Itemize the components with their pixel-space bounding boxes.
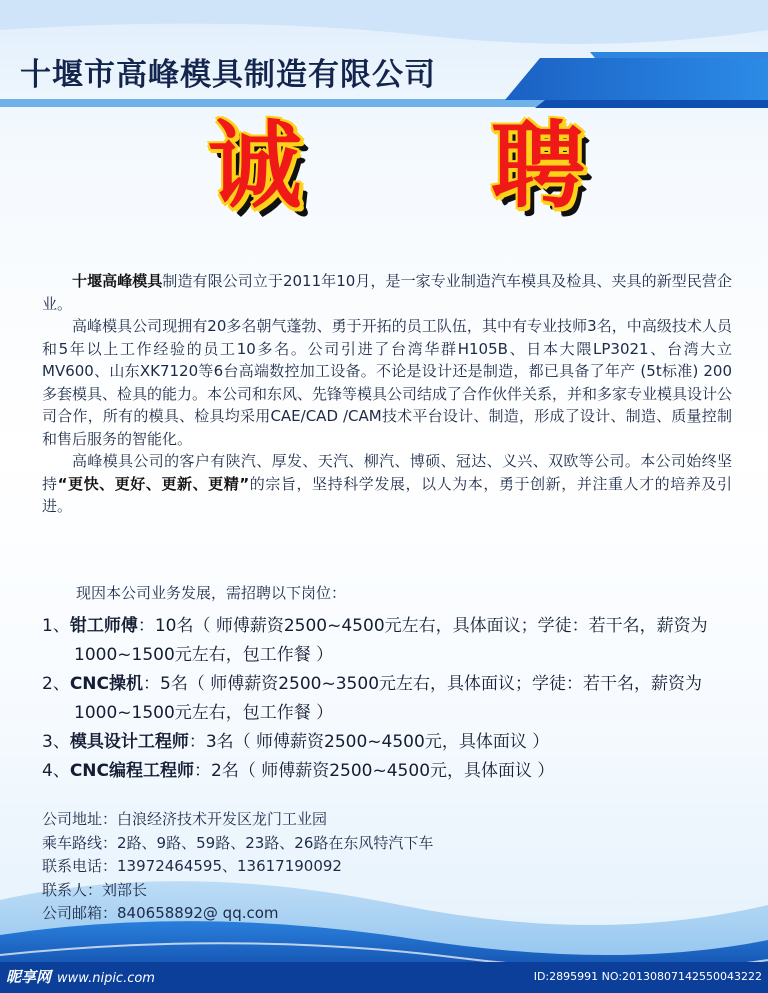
watermark-id: ID:2895991 NO:20130807142550043222	[533, 970, 762, 983]
position-detail: ：2名（ 师傅薪资2500~4500元，具体面议 ）	[194, 761, 555, 781]
contact-info	[42, 808, 433, 926]
position-item	[42, 670, 742, 728]
intro-p3-text-a: 高峰模具公司的客户有陕汽、厚发、天汽、柳汽、博硕、冠达、义兴、双欧等公司。本公司始终坚持	[42, 452, 732, 493]
contact-route	[42, 832, 433, 856]
position-detail: ：3名（ 师傅薪资2500~4500元，具体面议 ）	[188, 732, 550, 752]
intro-company-short-name: 十堰高峰模具	[72, 272, 163, 290]
position-title: 钳工师傅	[69, 616, 138, 636]
position-detail: ：5名（ 师傅薪资2500~3500元左右，具体面议；学徒：若干名，薪资为1000~1500元左右，包工作餐 ）	[74, 674, 703, 723]
position-title: CNC编程工程师	[69, 761, 195, 781]
position-item	[42, 728, 742, 757]
intro-paragraph-1	[42, 270, 732, 315]
contact-phone	[42, 855, 433, 879]
watermark-url: www.nipic.com	[57, 971, 155, 986]
contact-email-label: 公司邮箱：	[42, 904, 118, 922]
position-number: 3、	[42, 732, 70, 752]
contact-email-value: 840658892@ qq.com	[117, 904, 279, 922]
watermark-brand-name: 昵享网	[6, 968, 52, 986]
position-detail: ：10名（ 师傅薪资2500~4500元左右，具体面议；学徒：若干名，薪资为1000~1500元左右，包工作餐 ）	[74, 616, 708, 665]
contact-person-label: 联系人：	[42, 880, 103, 899]
intro-paragraph-2: 高峰模具公司现拥有20多名朝气蓬勃、勇于开拓的员工队伍，其中有专业技师3名，中高级技术人员和5年以上工作经验的员工10多名。公司引进了台湾华群H105B、日本大隈LP3021、台湾大立MV600、山东XK7120等6台高端数控加工设备。不论是设计还是制造，都已具备了年产 (5t标准) 200多套模具、检具的能力。本公司和东风、先锋等模具公司结成了合作伙伴关系，并和多家专业模具设计公司合作，所有的模具、检具均采用CAE/CAD /CAM技术平台设计、制造，形成了设计、制造、质量控制和售后服务的智能化。	[42, 317, 733, 448]
position-title: 模具设计工程师	[69, 732, 189, 752]
intro-paragraph-3	[42, 450, 732, 518]
company-name: 十堰市高峰模具制造有限公司	[20, 57, 436, 93]
hiring-title: 诚 聘	[208, 112, 663, 221]
company-introduction	[42, 270, 732, 518]
contact-email	[42, 902, 433, 926]
positions-lead: 现因本公司业务发展，需招聘以下岗位：	[76, 584, 347, 602]
intro-p1-text: 制造有限公司立于2011年10月，是一家专业制造汽车模具及检具、夹具的新型民营企业。	[42, 272, 732, 313]
positions-list	[42, 612, 742, 786]
contact-address-label: 公司地址：	[42, 810, 118, 828]
position-item	[42, 757, 742, 786]
contact-address	[42, 808, 433, 832]
contact-route-value: 2路、9路、59路、23路、26路在东风特汽下车	[117, 833, 434, 852]
contact-person-value: 刘部长	[102, 880, 148, 899]
position-number: 1、	[42, 616, 70, 636]
intro-slogan: “更快、更好、更新、更精”	[57, 474, 250, 493]
contact-phone-value: 13972464595、13617190092	[117, 857, 342, 875]
position-number: 4、	[42, 761, 70, 781]
intro-p3-text-b: 的宗旨，坚持科学发展，以人为本，勇于创新，并注重人才的培养及引进。	[42, 474, 732, 515]
position-number: 2、	[42, 674, 70, 694]
position-item	[42, 612, 742, 670]
contact-route-label: 乘车路线：	[42, 833, 118, 852]
position-title: CNC操机	[69, 674, 144, 694]
contact-phone-label: 联系电话：	[42, 857, 118, 875]
contact-address-value: 白浪经济技术开发区龙门工业园	[117, 810, 328, 828]
contact-person	[42, 879, 433, 903]
watermark-brand	[6, 966, 155, 987]
